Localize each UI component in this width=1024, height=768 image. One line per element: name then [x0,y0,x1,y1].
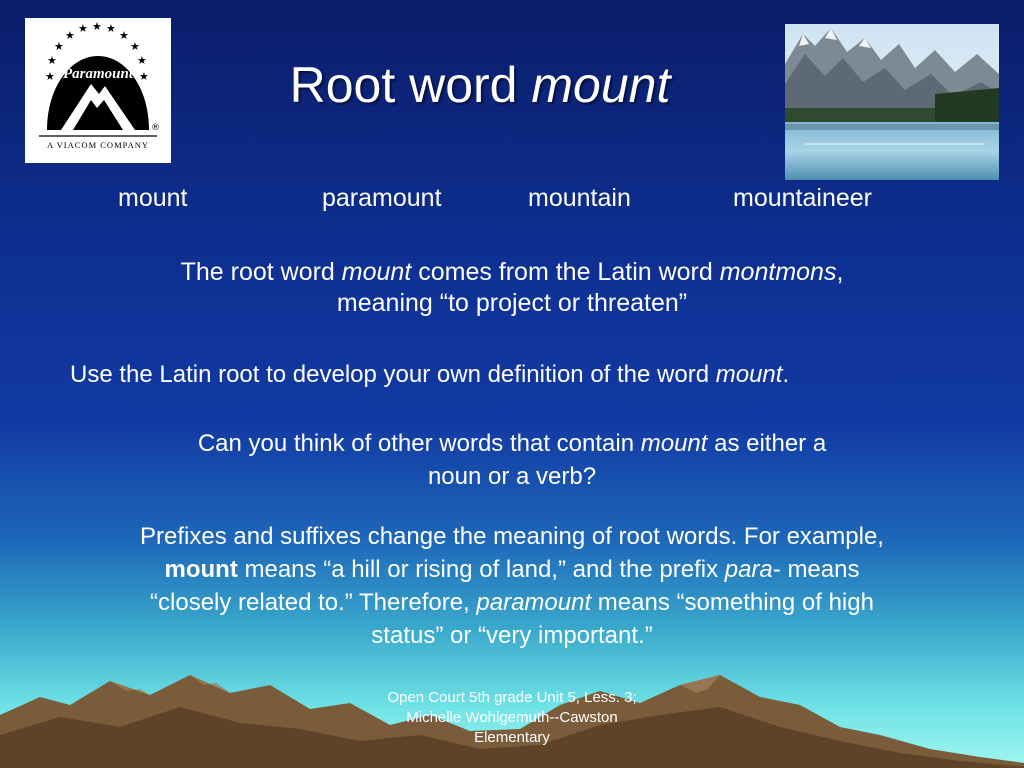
logo-company-text: A VIACOM COMPANY [47,140,149,150]
paragraph-definition-prompt: Use the Latin root to develop your own definition of the word mount. [70,361,790,388]
svg-text:★: ★ [47,54,57,67]
word-mount: mount [118,184,188,212]
svg-text:★: ★ [119,29,129,42]
svg-text:★: ★ [130,40,140,53]
logo-brand-text: Paramount [62,66,134,82]
svg-text:★: ★ [92,20,102,33]
page-title [180,58,780,113]
svg-text:★: ★ [137,54,147,67]
title-emphasis: mount [531,57,671,113]
svg-text:★: ★ [45,70,55,83]
mountain-lake-photo [785,24,999,180]
paragraph-root-origin: The root word mount comes from the Latin word montmons, meaning “to project or threaten” [180,258,844,317]
paragraph-other-words: Can you think of other words that contain mount as either a noun or a verb? [197,430,827,490]
svg-text:★: ★ [106,22,116,35]
title-main: Root word [289,57,518,113]
word-mountaineer: mountaineer [733,184,872,212]
svg-text:★: ★ [139,70,149,83]
word-paramount: paramount [322,184,442,212]
paramount-logo [25,18,171,163]
word-mountain: mountain [528,184,631,212]
svg-text:★: ★ [65,29,75,42]
paragraph-prefixes: Prefixes and suffixes change the meaning of root words. For example, mount means “a hill or rising of land,” and the prefix para- means “closely related to.” Therefore, paramount means “something of high status” or “very important.” [140,523,884,649]
svg-text:★: ★ [78,22,88,35]
footer-credit: Open Court 5th grade Unit 5, Less. 3; Michelle Wohlgemuth--Cawston Elementary [387,689,637,746]
svg-text:★: ★ [54,40,64,53]
registered-mark: ® [151,123,160,133]
